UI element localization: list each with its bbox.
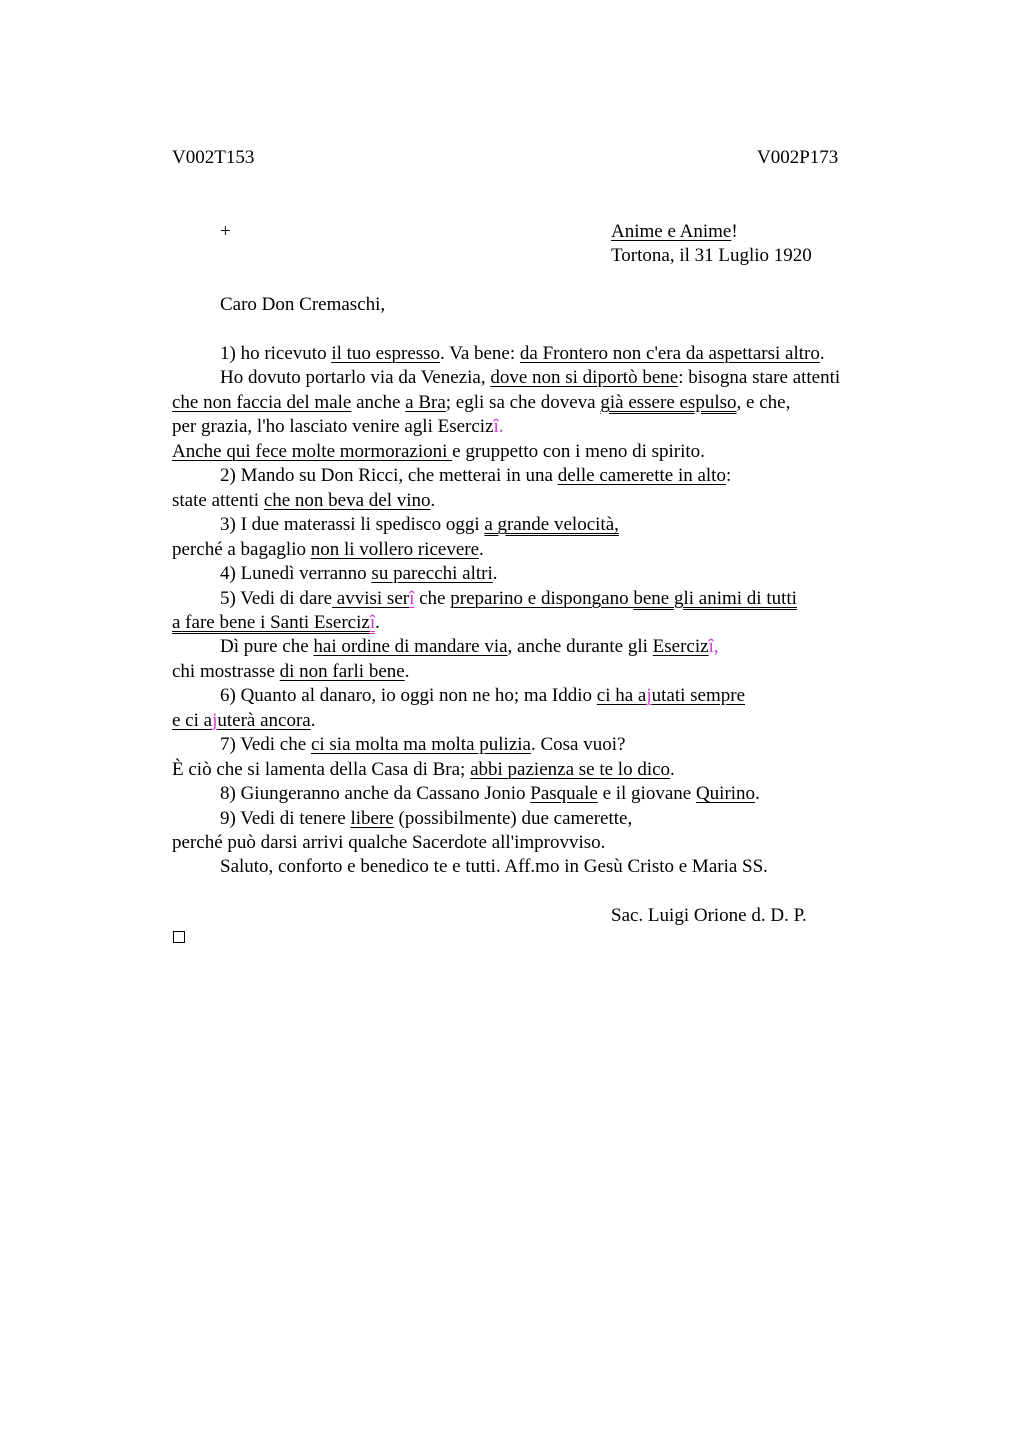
text-segment: 4) Lunedì verranno [220,563,372,585]
letter-line [172,489,435,513]
text-segment: . Va bene: [440,343,520,364]
letter-line [220,342,825,366]
text-segment: (possibilmente) due camerette, [393,807,633,829]
letter-line [220,807,632,831]
text-segment: Anche qui fece molte mormorazioni [172,440,453,462]
letter-line [172,538,484,562]
text-segment: 7) Vedi che [220,734,311,756]
text-segment: , anche durante gli [507,636,653,658]
text-segment: di non farli bene [279,660,405,682]
text-segment: j [212,709,218,731]
letter-line [220,464,731,488]
text-segment: 8) Giungeranno anche da Cassano Jonio [220,783,531,805]
letter-line [172,709,315,733]
header-left-code: V002T153 [172,147,255,168]
text-segment: 5) Vedi di dare [220,587,333,609]
text-segment: utati sempre [651,685,746,707]
letter-line [220,513,619,537]
text-segment: e ci a [172,709,213,731]
text-segment: 9) Vedi di tenere [220,807,351,829]
text-segment: e il giovane [597,783,696,805]
text-segment: preparino e dispongano [450,587,634,609]
text-segment: ci ha a [596,685,647,707]
text-segment: dove non si diportò bene [490,367,679,389]
text-segment: che [414,587,451,609]
text-segment: bene gli animi di tutti [633,587,797,609]
text-segment: abbi pazienza se te lo dico [470,758,671,780]
motto-punct: ! [731,221,738,242]
signature: Sac. Luigi Orione d. D. P. [611,905,807,926]
letter-line [172,611,380,635]
text-segment: . [310,709,316,731]
text-segment: Eserciz [652,636,709,658]
text-segment: a grande velocità, [484,514,619,536]
text-segment: Ho dovuto portarlo via da Venezia, [220,367,491,389]
text-segment: . [430,489,436,511]
text-segment: per grazia, l'ho lasciato venire agli Eserciz [172,416,494,438]
text-segment: state attenti [172,489,264,511]
motto-text: Anime e Anime [611,221,732,242]
text-segment: uterà ancora [217,709,311,731]
text-segment: su parecchi altri [371,563,493,585]
letter-line [220,684,745,708]
letter-line [172,440,705,464]
text-segment: che non faccia del male [172,391,352,413]
text-segment: Pasquale [530,783,598,805]
text-segment: avvisi ser [332,587,410,609]
text-segment: î [708,636,714,658]
text-segment: 6) Quanto al danaro, io oggi non ne ho; ma Iddio [220,685,597,707]
letter-line [220,855,768,879]
letter-line [172,415,504,439]
text-segment: il tuo espresso [331,343,441,364]
letter-line [220,782,760,806]
letter-line [220,635,719,659]
cross-mark: + [220,221,231,242]
letter-line [220,733,625,757]
text-segment: già essere espulso [600,391,737,413]
text-segment: Dì pure che [220,636,314,658]
text-segment: . [755,783,760,805]
text-segment: Saluto, conforto e benedico te e tutti. Aff.mo in Gesù Cristo e Maria SS. [220,856,768,878]
text-segment: 3) I due materassi li spedisco oggi [220,514,485,536]
text-segment: libere [350,807,394,829]
motto [611,220,738,244]
text-segment: î [493,416,499,438]
text-segment: e gruppetto con i meno di spirito. [452,440,705,462]
text-segment: a Bra [405,391,446,413]
letter-line [172,831,605,855]
text-segment: da Frontero non c'era da aspettarsi altro [519,343,820,364]
letter-line [172,391,790,415]
letter-line [220,366,840,390]
header-right-code: V002P173 [757,147,839,168]
text-segment: È ciò che si lamenta della Casa di Bra; [172,758,471,780]
text-segment: . [498,416,504,438]
letter-line [220,587,797,611]
text-segment: Quirino [695,783,756,805]
text-segment: : bisogna stare attenti [678,367,841,389]
text-segment: anche [351,391,406,413]
letter-line [172,758,675,782]
text-segment: î [409,587,415,609]
text-segment: 1) ho ricevuto [220,343,332,364]
text-segment: , e che, [736,391,791,413]
text-segment: : [725,465,732,487]
text-segment: . [819,343,825,364]
text-segment: 2) Mando su Don Ricci, che metterai in una [220,465,558,487]
text-segment: ci sia molta ma molta pulizia [310,734,531,756]
text-segment: . [492,563,498,585]
letter-line [220,562,498,586]
text-segment: non li vollero ricevere [310,538,480,560]
text-segment: ; egli sa che doveva [445,391,601,413]
text-segment: a fare bene i Santi Eserciz [172,611,370,633]
text-segment: j [646,685,652,707]
text-segment: , [713,636,719,658]
text-segment: . [479,538,484,560]
text-segment: perché può darsi arrivi qualche Sacerdote all'improvviso. [172,832,606,853]
salutation: Caro Don Cremaschi, [220,294,386,315]
text-segment: perché a bagaglio [172,538,311,560]
text-segment: . [375,611,380,633]
text-segment: . [670,758,675,780]
text-segment: chi mostrasse [172,660,280,682]
end-square-mark [173,931,185,943]
text-segment: . Cosa vuoi? [530,734,626,756]
letter-line [172,660,409,684]
text-segment: î [369,611,376,633]
text-segment: delle camerette in alto [557,465,726,487]
text-segment: che non beva del vino [263,489,431,511]
text-segment: . [404,660,410,682]
place-date: Tortona, il 31 Luglio 1920 [611,245,812,266]
text-segment: hai ordine di mandare via [313,636,508,658]
